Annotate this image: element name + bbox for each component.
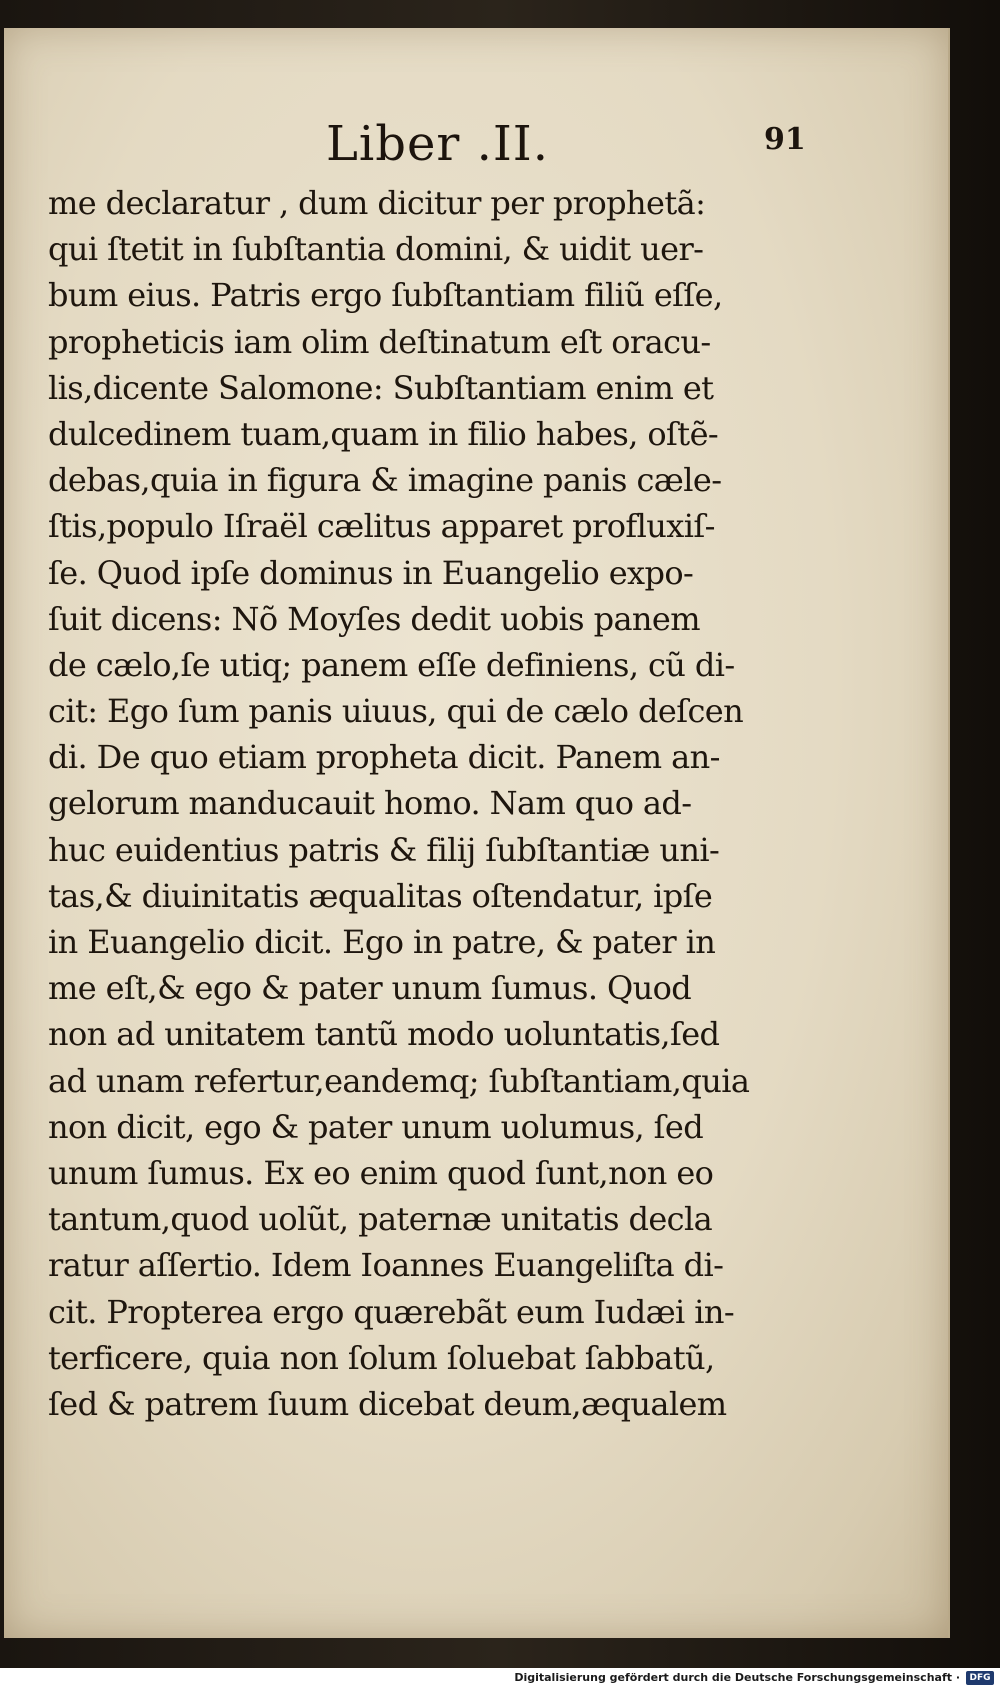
text-line: ſuit dicens: Nõ Moyſes dedit uobis panem [48, 599, 701, 638]
text-line: debas,quia in figura & imagine panis cæle- [48, 461, 722, 500]
text-line: me eſt,& ego & pater unum ſumus. Quod [48, 969, 692, 1008]
text-line: cit. Propterea ergo quærebãt eum Iudæi in- [48, 1292, 735, 1331]
text-line: ſe. Quod ipſe dominus in Euangelio expo- [48, 553, 694, 592]
text-line: terficere, quia non ſolum ſoluebat ſabbatũ, [48, 1338, 715, 1377]
text-line: tas,& diuinitatis æqualitas oſtendatur, ipſe [48, 876, 713, 915]
text-line: lis,dicente Salomone: Subſtantiam enim et [48, 368, 714, 407]
text-line: di. De quo etiam propheta dicit. Panem an- [48, 738, 720, 777]
text-line: qui ſtetit in ſubſtantia domini, & uidit uer- [48, 230, 704, 269]
text-line: ſtis,populo Iſraël cælitus apparet profluxiſ- [48, 507, 715, 546]
text-line: gelorum manducauit homo. Nam quo ad- [48, 784, 692, 823]
running-head [4, 100, 948, 180]
text-line: de cælo,ſe utiq; panem eſſe definiens, cũ di- [48, 645, 735, 684]
text-line: cit: Ego ſum panis uiuus, qui de cælo deſcen [48, 692, 744, 731]
text-line: unum ſumus. Ex eo enim quod ſunt,non eo [48, 1153, 714, 1192]
text-line: me declaratur , dum dicitur per prophetã: [48, 184, 706, 222]
text-line: in Euangelio dicit. Ego in patre, & pater in [48, 923, 716, 961]
book-page [4, 28, 950, 1638]
text-line: ſed & patrem ſuum dicebat deum,æqualem [48, 1384, 727, 1423]
text-line: ratur aſſertio. Idem Ioannes Euangeliſta di- [48, 1246, 724, 1285]
folio-number: 91 [764, 122, 806, 157]
running-head-title: Liber .II. [326, 116, 549, 172]
text-line: huc euidentius patris & filij ſubſtantiæ uni- [48, 830, 720, 869]
text-line: tantum,quod uolũt, paternæ unitatis decla [48, 1200, 713, 1239]
text-line: propheticis iam olim deſtinatum eſt oracu- [48, 322, 711, 361]
dfg-logo-icon: DFG [966, 1671, 994, 1685]
text-line: bum eius. Patris ergo ſubſtantiam filiũ eſſe, [48, 276, 723, 315]
funding-credit: Digitalisierung gefördert durch die Deutsche Forschungsgemeinschaft · [514, 1671, 960, 1684]
text-line: non ad unitatem tantũ modo uoluntatis,ſed [48, 1015, 720, 1054]
text-line: dulcedinem tuam,quam in filio habes, oſtẽ- [48, 414, 719, 453]
footer-band [0, 1668, 1000, 1689]
text-block [48, 180, 838, 1427]
text-line: ad unam refertur,eandemq; ſubſtantiam,quia [48, 1061, 750, 1100]
text-line: non dicit, ego & pater unum uolumus, ſed [48, 1107, 704, 1146]
